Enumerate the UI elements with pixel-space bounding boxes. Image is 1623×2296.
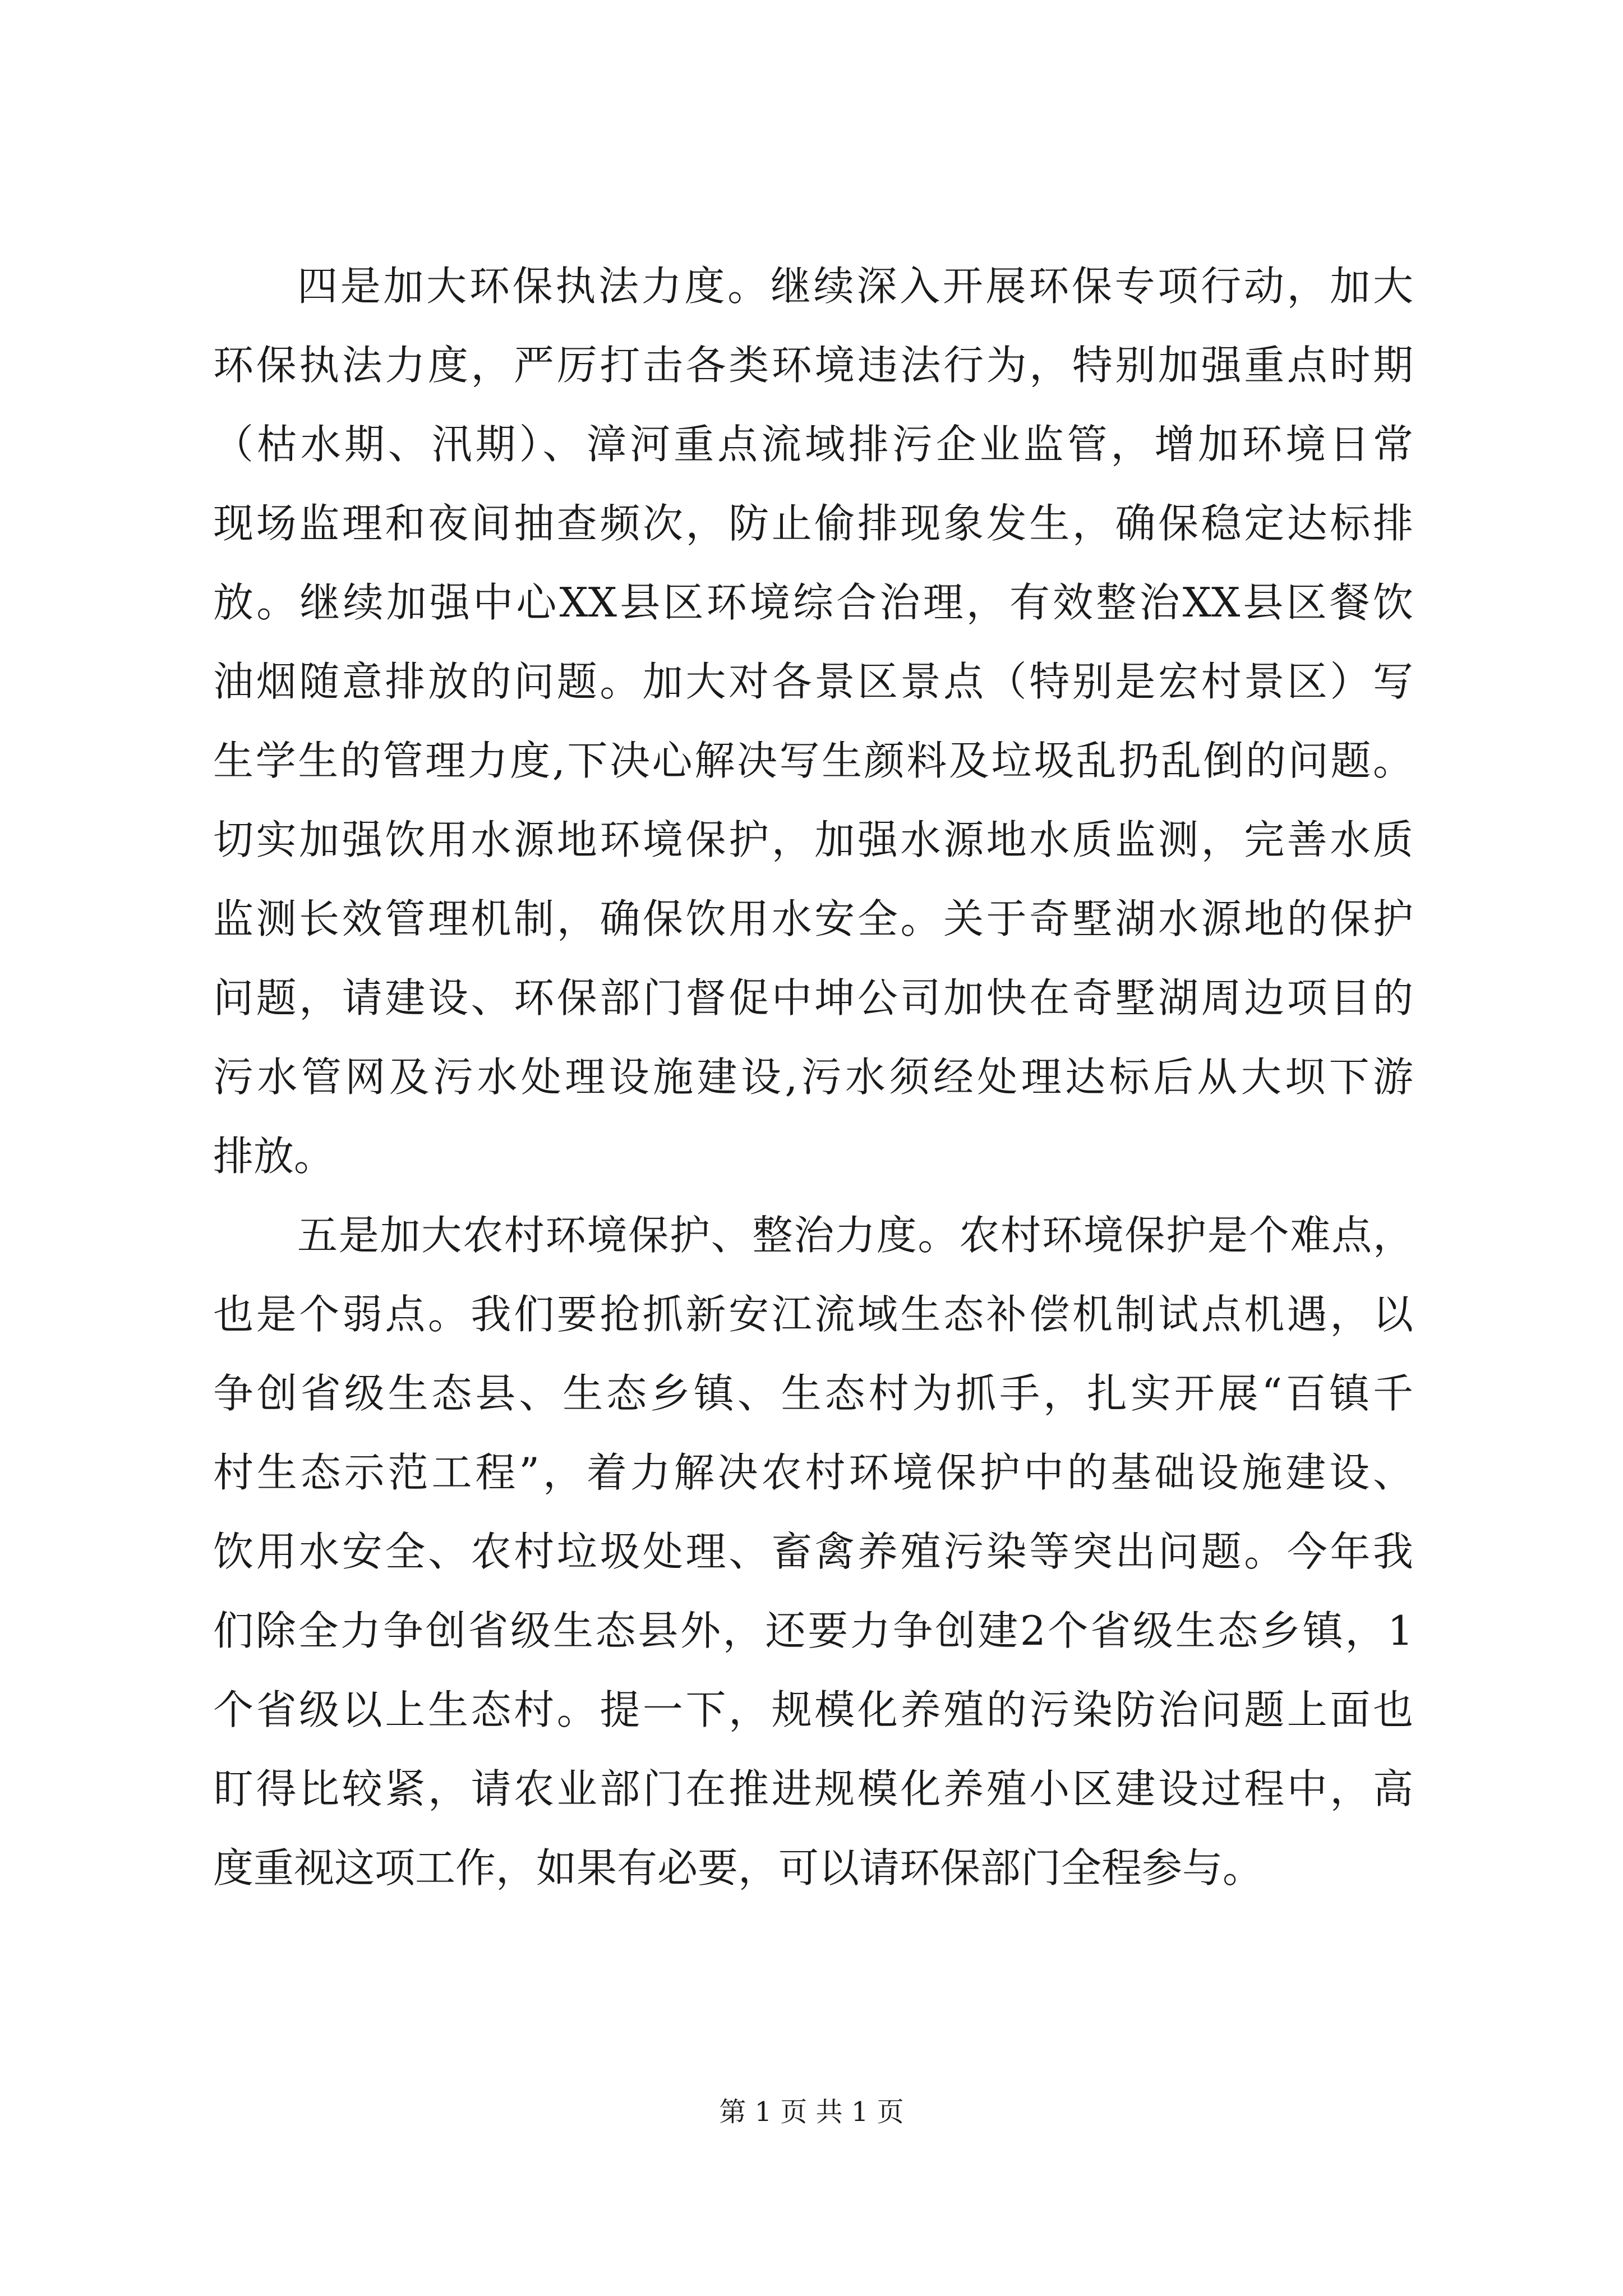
paragraph-5-line-2: 也是个弱点。我们要抢抓新安江流域生态补偿机制试点机遇，以 bbox=[213, 1291, 1413, 1338]
paragraph-5-line-4: 村生态示范工程”，着力解决农村环境保护中的基础设施建设、 bbox=[213, 1449, 1413, 1496]
paragraph-4-line-12: 排放。 bbox=[213, 1133, 335, 1180]
paragraph-5-line-5: 饮用水安全、农村垃圾处理、畜禽养殖污染等突出问题。今年我 bbox=[213, 1528, 1413, 1575]
paragraph-4-line-3: （枯水期、汛期）、漳河重点流域排污企业监管，增加环境日常 bbox=[213, 421, 1413, 468]
paragraph-5-line-6: 们除全力争创省级生态县外，还要力争创建2个省级生态乡镇，1 bbox=[213, 1607, 1413, 1654]
page-number-footer: 第 1 页 共 1 页 bbox=[719, 2096, 904, 2128]
paragraph-4-line-2: 环保执法力度，严厉打击各类环境违法行为，特别加强重点时期 bbox=[213, 342, 1413, 389]
paragraph-5-line-3: 争创省级生态县、生态乡镇、生态村为抓手，扎实开展“百镇千 bbox=[213, 1370, 1413, 1417]
paragraph-4-line-4: 现场监理和夜间抽查频次，防止偷排现象发生，确保稳定达标排 bbox=[213, 500, 1413, 547]
paragraph-4-line-10: 问题，请建设、环保部门督促中坤公司加快在奇墅湖周边项目的 bbox=[213, 974, 1413, 1022]
paragraph-4-line-5: 放。继续加强中心XX县区环境综合治理，有效整治XX县区餐饮 bbox=[213, 579, 1413, 626]
paragraph-4-line-1: 四是加大环保执法力度。继续深入开展环保专项行动，加大 bbox=[297, 263, 1413, 310]
paragraph-4-line-9: 监测长效管理机制，确保饮用水安全。关于奇墅湖水源地的保护 bbox=[213, 895, 1413, 942]
paragraph-5-line-1: 五是加大农村环境保护、整治力度。农村环境保护是个难点， bbox=[297, 1212, 1413, 1259]
paragraph-4-line-6: 油烟随意排放的问题。加大对各景区景点（特别是宏村景区）写 bbox=[213, 658, 1413, 705]
paragraph-5-line-9: 度重视这项工作，如果有必要，可以请环保部门全程参与。 bbox=[213, 1844, 1264, 1892]
paragraph-5-line-7: 个省级以上生态村。提一下，规模化养殖的污染防治问题上面也 bbox=[213, 1686, 1413, 1733]
paragraph-4-line-8: 切实加强饮用水源地环境保护，加强水源地水质监测，完善水质 bbox=[213, 816, 1413, 863]
paragraph-4-line-7: 生学生的管理力度,下决心解决写生颜料及垃圾乱扔乱倒的问题。 bbox=[213, 737, 1413, 784]
paragraph-4-line-11: 污水管网及污水处理设施建设,污水须经处理达标后从大坝下游 bbox=[213, 1053, 1413, 1101]
paragraph-5-line-8: 盯得比较紧，请农业部门在推进规模化养殖小区建设过程中，高 bbox=[213, 1765, 1413, 1812]
document-body bbox=[213, 247, 1413, 1908]
